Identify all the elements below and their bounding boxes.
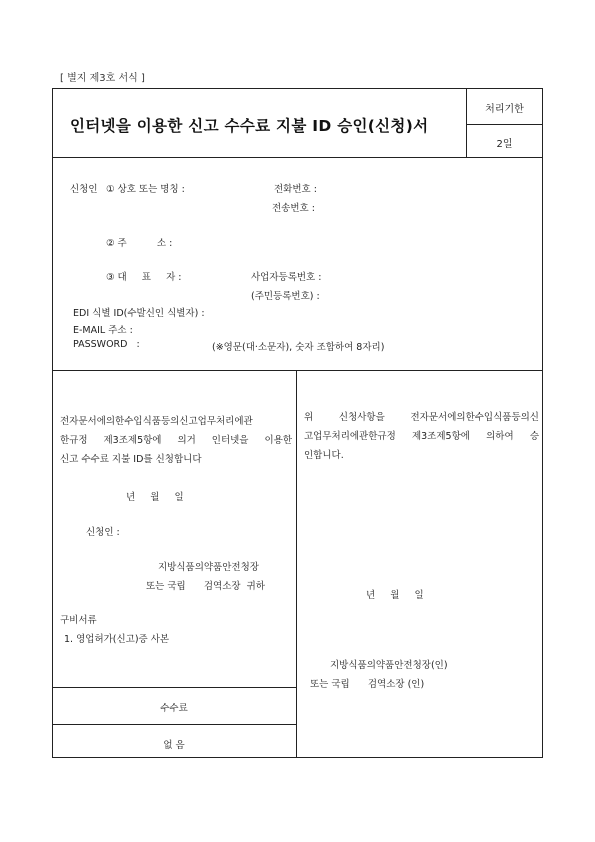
approval-line-1: 위 신청사항을 전자문서에의한수입식품등의신 <box>304 412 539 423</box>
edi-id-field: EDI 식별 ID(수발신인 식별자) : <box>73 308 205 319</box>
email-field: E-MAIL 주소 : <box>73 325 133 336</box>
page-title: 인터넷을 이용한 신고 수수료 지불 ID 승인(신청)서 <box>70 117 429 135</box>
fax-field: 전송번호 : <box>272 203 315 214</box>
applicant-signature: 신청인 : <box>86 527 120 538</box>
divider-panels <box>296 370 297 758</box>
approval-date: 년 월 일 <box>366 590 424 601</box>
divider-fee-mid <box>52 724 296 725</box>
statement-line-1: 전자문서에의한수입식품등의신고업무처리에관 <box>60 416 253 427</box>
approval-line-2: 고업무처리에관한규정 제3조제5항에 의하여 승 <box>304 431 539 442</box>
divider-applicant <box>52 370 543 371</box>
deadline-label: 처리기한 <box>485 104 524 115</box>
statement-line-2: 한규정 제3조제5항에 의거 인터넷을 이용한 <box>60 435 292 446</box>
company-name-field: ① 상호 또는 명칭 : <box>106 184 185 195</box>
representative-field: ③ 대 표 자 : <box>106 272 182 283</box>
fee-value: 없 음 <box>163 740 185 751</box>
divider-header <box>52 157 543 158</box>
fee-label: 수수료 <box>160 703 188 714</box>
resident-reg-field: (주민등록번호) : <box>251 291 320 302</box>
application-date: 년 월 일 <box>126 492 184 503</box>
applicant-section-label: 신청인 <box>70 184 98 195</box>
recipient-line-2: 또는 국립 검역소장 귀하 <box>146 581 265 592</box>
phone-field: 전화번호 : <box>274 184 317 195</box>
approval-statement <box>304 408 539 465</box>
recipient-line-1: 지방식품의약품안전청장 <box>158 562 259 573</box>
business-reg-field: 사업자등록번호 : <box>251 272 322 283</box>
address-field: ② 주 소 : <box>106 238 173 249</box>
approval-line-3: 인합니다. <box>304 450 344 461</box>
attachments-title: 구비서류 <box>60 615 97 626</box>
statement-line-3: 신고 수수료 지불 ID를 신청합니다 <box>60 454 202 465</box>
form-number-label: [ 별지 제3호 서식 ] <box>60 73 145 84</box>
authority-line-2: 또는 국립 검역소장 (인) <box>310 679 425 690</box>
divider-fee-top <box>52 687 296 688</box>
attachment-item-1: 1. 영업허가(신고)증 사본 <box>64 634 170 645</box>
divider-deadline-row <box>466 124 543 125</box>
application-statement <box>60 412 292 469</box>
password-note: (※영문(대·소문자), 숫자 조합하여 8자리) <box>212 342 385 353</box>
deadline-value: 2일 <box>496 139 513 150</box>
authority-line-1: 지방식품의약품안전청장(인) <box>330 660 448 671</box>
password-field: PASSWORD : <box>73 339 140 350</box>
